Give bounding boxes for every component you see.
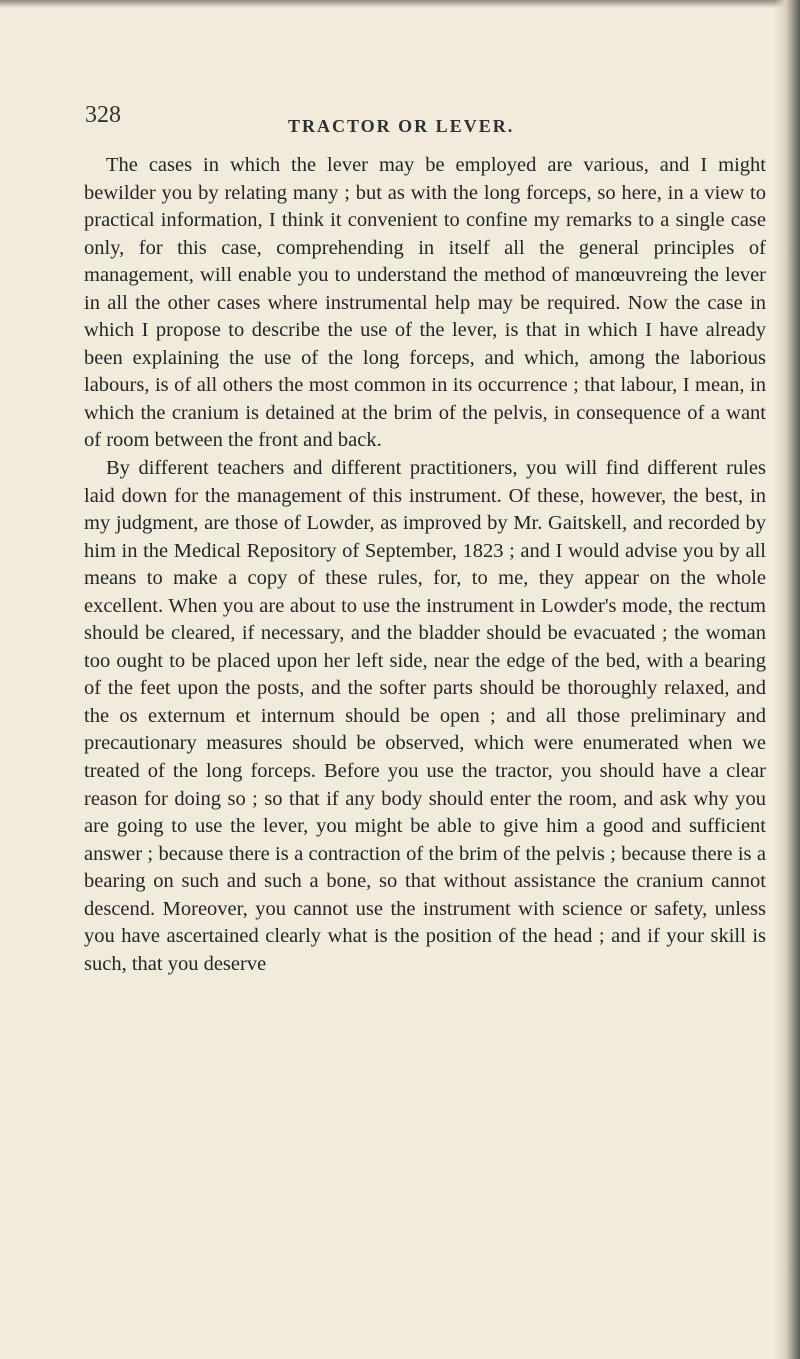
running-head: TRACTOR OR LEVER.: [288, 116, 515, 136]
paragraph: The cases in which the lever may be employed are various, and I might bewilder you by relating many ; but as with the long forceps, so here, in a view to practical information, I think it convenient to confine my remarks to a single case only, for this case, comprehending in itself all the general principles of management, will enable you to understand the method of manœuvreing the lever in all the other cases where instrumental help may be required. Now the case in which I propose to describe the use of the lever, is that in which I have already been explaining the use of the long forceps, and which, among the laborious labours, is of all others the most common in its occurrence ; that labour, I mean, in which the cranium is detained at the brim of the pelvis, in consequence of a want of room between the front and back.: [84, 154, 766, 452]
page-top-shadow: [0, 0, 800, 8]
paragraph: By different teachers and different practitioners, you will find different rules laid down for the management of this instrument. Of these, however, the best, in my judgment, are those of Lowder, as improved by Mr. Gaitskell, and recorded by him in the Medical Repository of September, 1823 ; and I would advise you by all means to make a copy of these rules, for, to me, they appear on the whole excellent. When you are about to use the instrument in Lowder's mode, the rectum should be cleared, if necessary, and the bladder should be evacuated ; the woman too ought to be placed upon her left side, near the edge of the bed, with a bearing of the feet upon the posts, and the softer parts should be thoroughly relaxed, and the os externum et internum should be open ; and all those preliminary and precautionary measures should be observed, which were enumerated when we treated of the long forceps. Before you use the tractor, you should have a clear reason for doing so ; so that if any body should enter the room, and ask why you are going to use the lever, you might be able to give him a good and sufficient answer ; because there is a contraction of the brim of the pelvis ; because there is a bearing on such and such a bone, so that without assistance the cranium cannot descend. Moreover, you cannot use the instrument with science or safety, unless you have ascertained clearly what is the position of the head ; and if your skill is such, that you deserve: [84, 457, 766, 975]
page-right-edge-shadow: [774, 0, 800, 1359]
page-number: 328: [85, 102, 121, 128]
body-text: [84, 152, 766, 978]
